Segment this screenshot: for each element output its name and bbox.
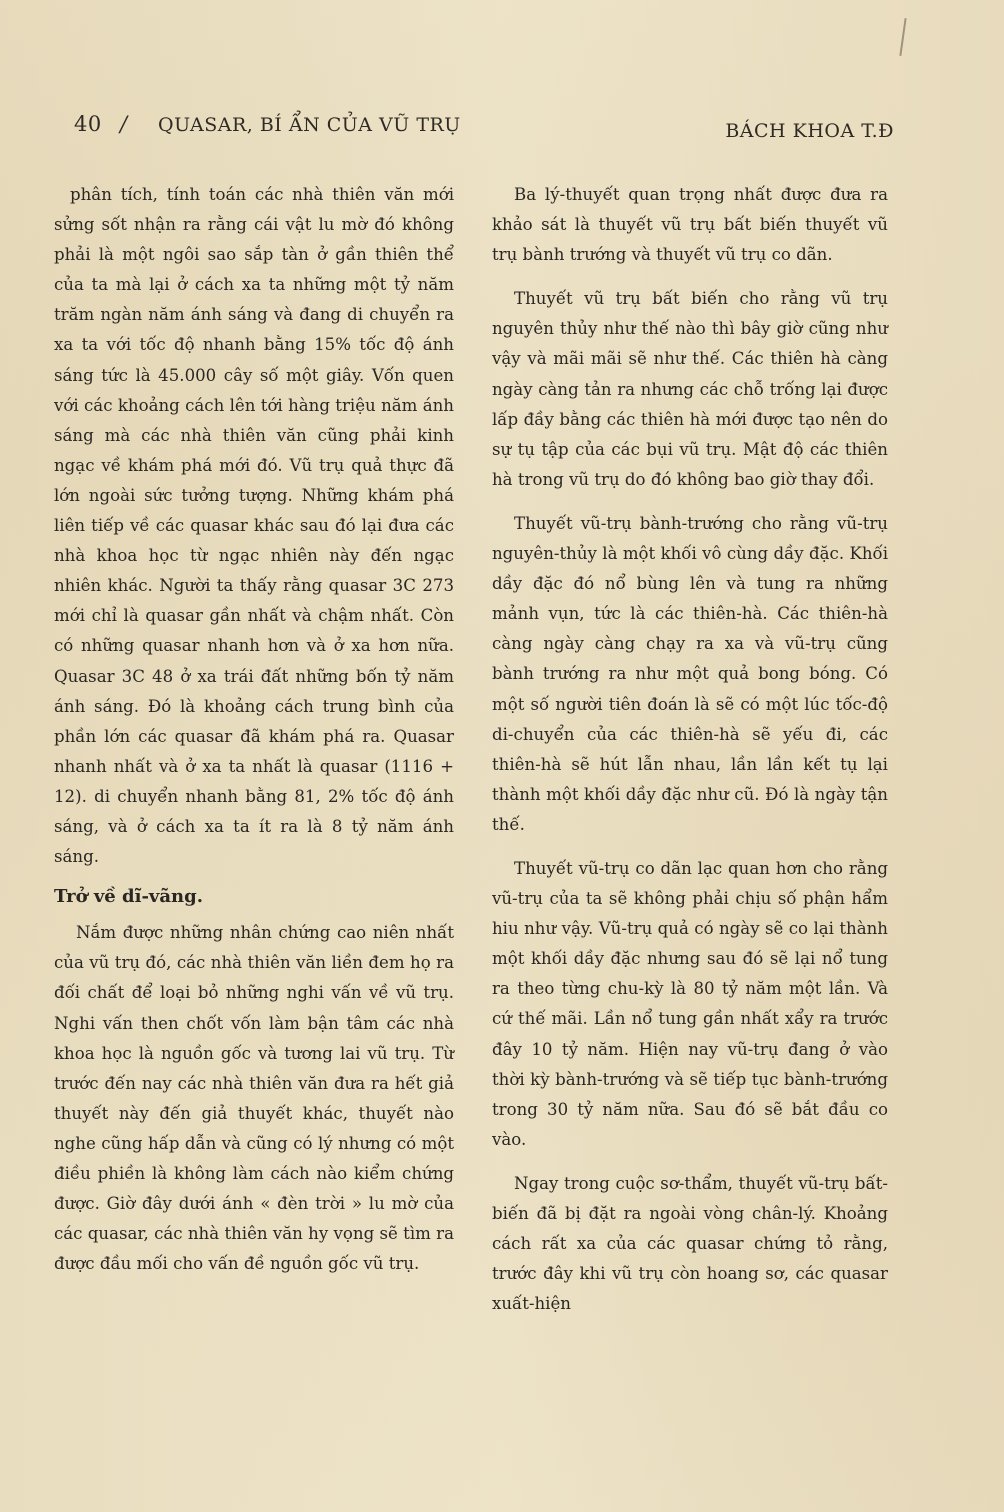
left-column <box>54 180 454 1279</box>
right-paragraph-5: Ngay trong cuộc sơ-thẩm, thuyết vũ-trụ bất-biến đã bị đặt ra ngoài vòng chân-lý. Khoảng cách rất xa của các quasar chứng tỏ rằng, trước đây khi vũ trụ còn hoang sơ, các quasar xuất-hiện <box>492 1173 888 1314</box>
pen-mark <box>899 18 906 56</box>
right-paragraph-4: Thuyết vũ-trụ co dãn lạc quan hơn cho rằng vũ-trụ của ta sẽ không phải chịu số phận hẩm hiu như vậy. Vũ-trụ quả có ngày sẽ co lại thành một khối dầy đặc nhưng sau đó sẽ lại nổ tung ra theo từng chu-kỳ là 80 tỷ năm một lần. Và cứ thế mãi. Lần nổ tung gần nhất xẩy ra trước đây 10 tỷ năm. Hiện nay vũ-trụ đang ở vào thời kỳ bành-trướng và sẽ tiếp tục bành-trướng trong 30 tỷ năm nữa. Sau đó sẽ bắt đầu co vào. <box>492 858 888 1149</box>
right-paragraph-1: Ba lý-thuyết quan trọng nhất được đưa ra khảo sát là thuyết vũ trụ bất biến thuyết vũ trụ bành trướng và thuyết vũ trụ co dãn. <box>492 185 888 265</box>
right-paragraph-3: Thuyết vũ-trụ bành-trướng cho rằng vũ-trụ nguyên-thủy là một khối vô cùng dầy đặc. Khối dầy đặc đó nổ bùng lên và tung ra những mảnh vụn, tức là các thiên-hà. Các thiên-hà càng ngày càng chạy ra xa và vũ-trụ cũng bành trướng ra như một quả bong bóng. Có một số người tiên đoán là sẽ có một lúc tốc-độ di-chuyển của các thiên-hà sẽ yếu đi, các thiên-hà sẽ hút lẫn nhau, lần lần kết tụ lại thành một khối dầy đặc như cũ. Đó là ngày tận thế. <box>492 513 888 834</box>
section-heading: Trở về dĩ-vãng. <box>54 886 203 908</box>
running-header <box>74 112 894 148</box>
header-separator: / <box>120 112 128 136</box>
right-paragraph-2: Thuyết vũ trụ bất biến cho rằng vũ trụ nguyên thủy như thế nào thì bây giờ cũng như vậy và mãi mãi sẽ như thế. Các thiên hà càng ngày càng tản ra nhưng các chỗ trống lại được lấp đầy bằng các thiên hà mới được tạo nên do sự tụ tập của các bụi vũ trụ. Mật độ các thiên hà trong vũ trụ do đó không bao giờ thay đổi. <box>492 289 888 489</box>
chapter-title: QUASAR, BÍ ẨN CỦA VŨ TRỤ <box>158 114 461 136</box>
left-paragraph-1: phân tích, tính toán các nhà thiên văn mới sửng sốt nhận ra rằng cái vật lu mờ đó không phải là một ngôi sao sắp tàn ở gần thiên thể của ta mà lại ở cách xa ta những một tỷ năm trăm ngàn năm ánh sáng và đang di chuyển ra xa ta với tốc độ nhanh bằng 15% tốc độ ánh sáng tức là 45.000 cây số một giây. Vốn quen với các khoảng cách lên tới hàng triệu năm ánh sáng mà các nhà thiên văn cũng phải kinh ngạc về khám phá mới đó. Vũ trụ quả thực đã lớn ngoài sức tưởng tượng. Những khám phá liên tiếp về các quasar khác sau đó lại đưa các nhà khoa học từ ngạc nhiên này đến ngạc nhiên khác. Người ta thấy rằng quasar 3C 273 mới chỉ là quasar gần nhất và chậm nhất. Còn có những quasar nhanh hơn và ở xa hơn nữa. Quasar 3C 48 ở xa trái đất những bốn tỷ năm ánh sáng. Đó là khoảng cách trung bình của phần lớn các quasar đã khám phá ra. Quasar nhanh nhất và ở xa ta nhất là quasar (1116 + 12). di chuyển nhanh bằng 81, 2% tốc độ ánh sáng, và ở cách xa ta ít ra là 8 tỷ năm ánh sáng. <box>54 185 454 867</box>
left-paragraph-2: Nắm được những nhân chứng cao niên nhất của vũ trụ đó, các nhà thiên văn liền đem họ ra đối chất để loại bỏ những nghi vấn về vũ trụ. Nghi vấn then chốt vốn làm bận tâm các nhà khoa học là nguồn gốc và tương lai vũ trụ. Từ trước đến nay các nhà thiên văn đưa ra hết giả thuyết này đến giả thuyết khác, thuyết nào nghe cũng hấp dẫn và cũng có lý nhưng có một điều phiền là không làm cách nào kiểm chứng được. Giờ đây dưới ánh « đèn trời » lu mờ của các quasar, các nhà thiên văn hy vọng sẽ tìm ra được đầu mối cho vấn đề nguồn gốc vũ trụ. <box>54 923 454 1274</box>
publication-name: BÁCH KHOA T.Đ <box>725 120 894 142</box>
page-number: 40 <box>74 112 102 136</box>
right-column <box>492 180 888 1319</box>
